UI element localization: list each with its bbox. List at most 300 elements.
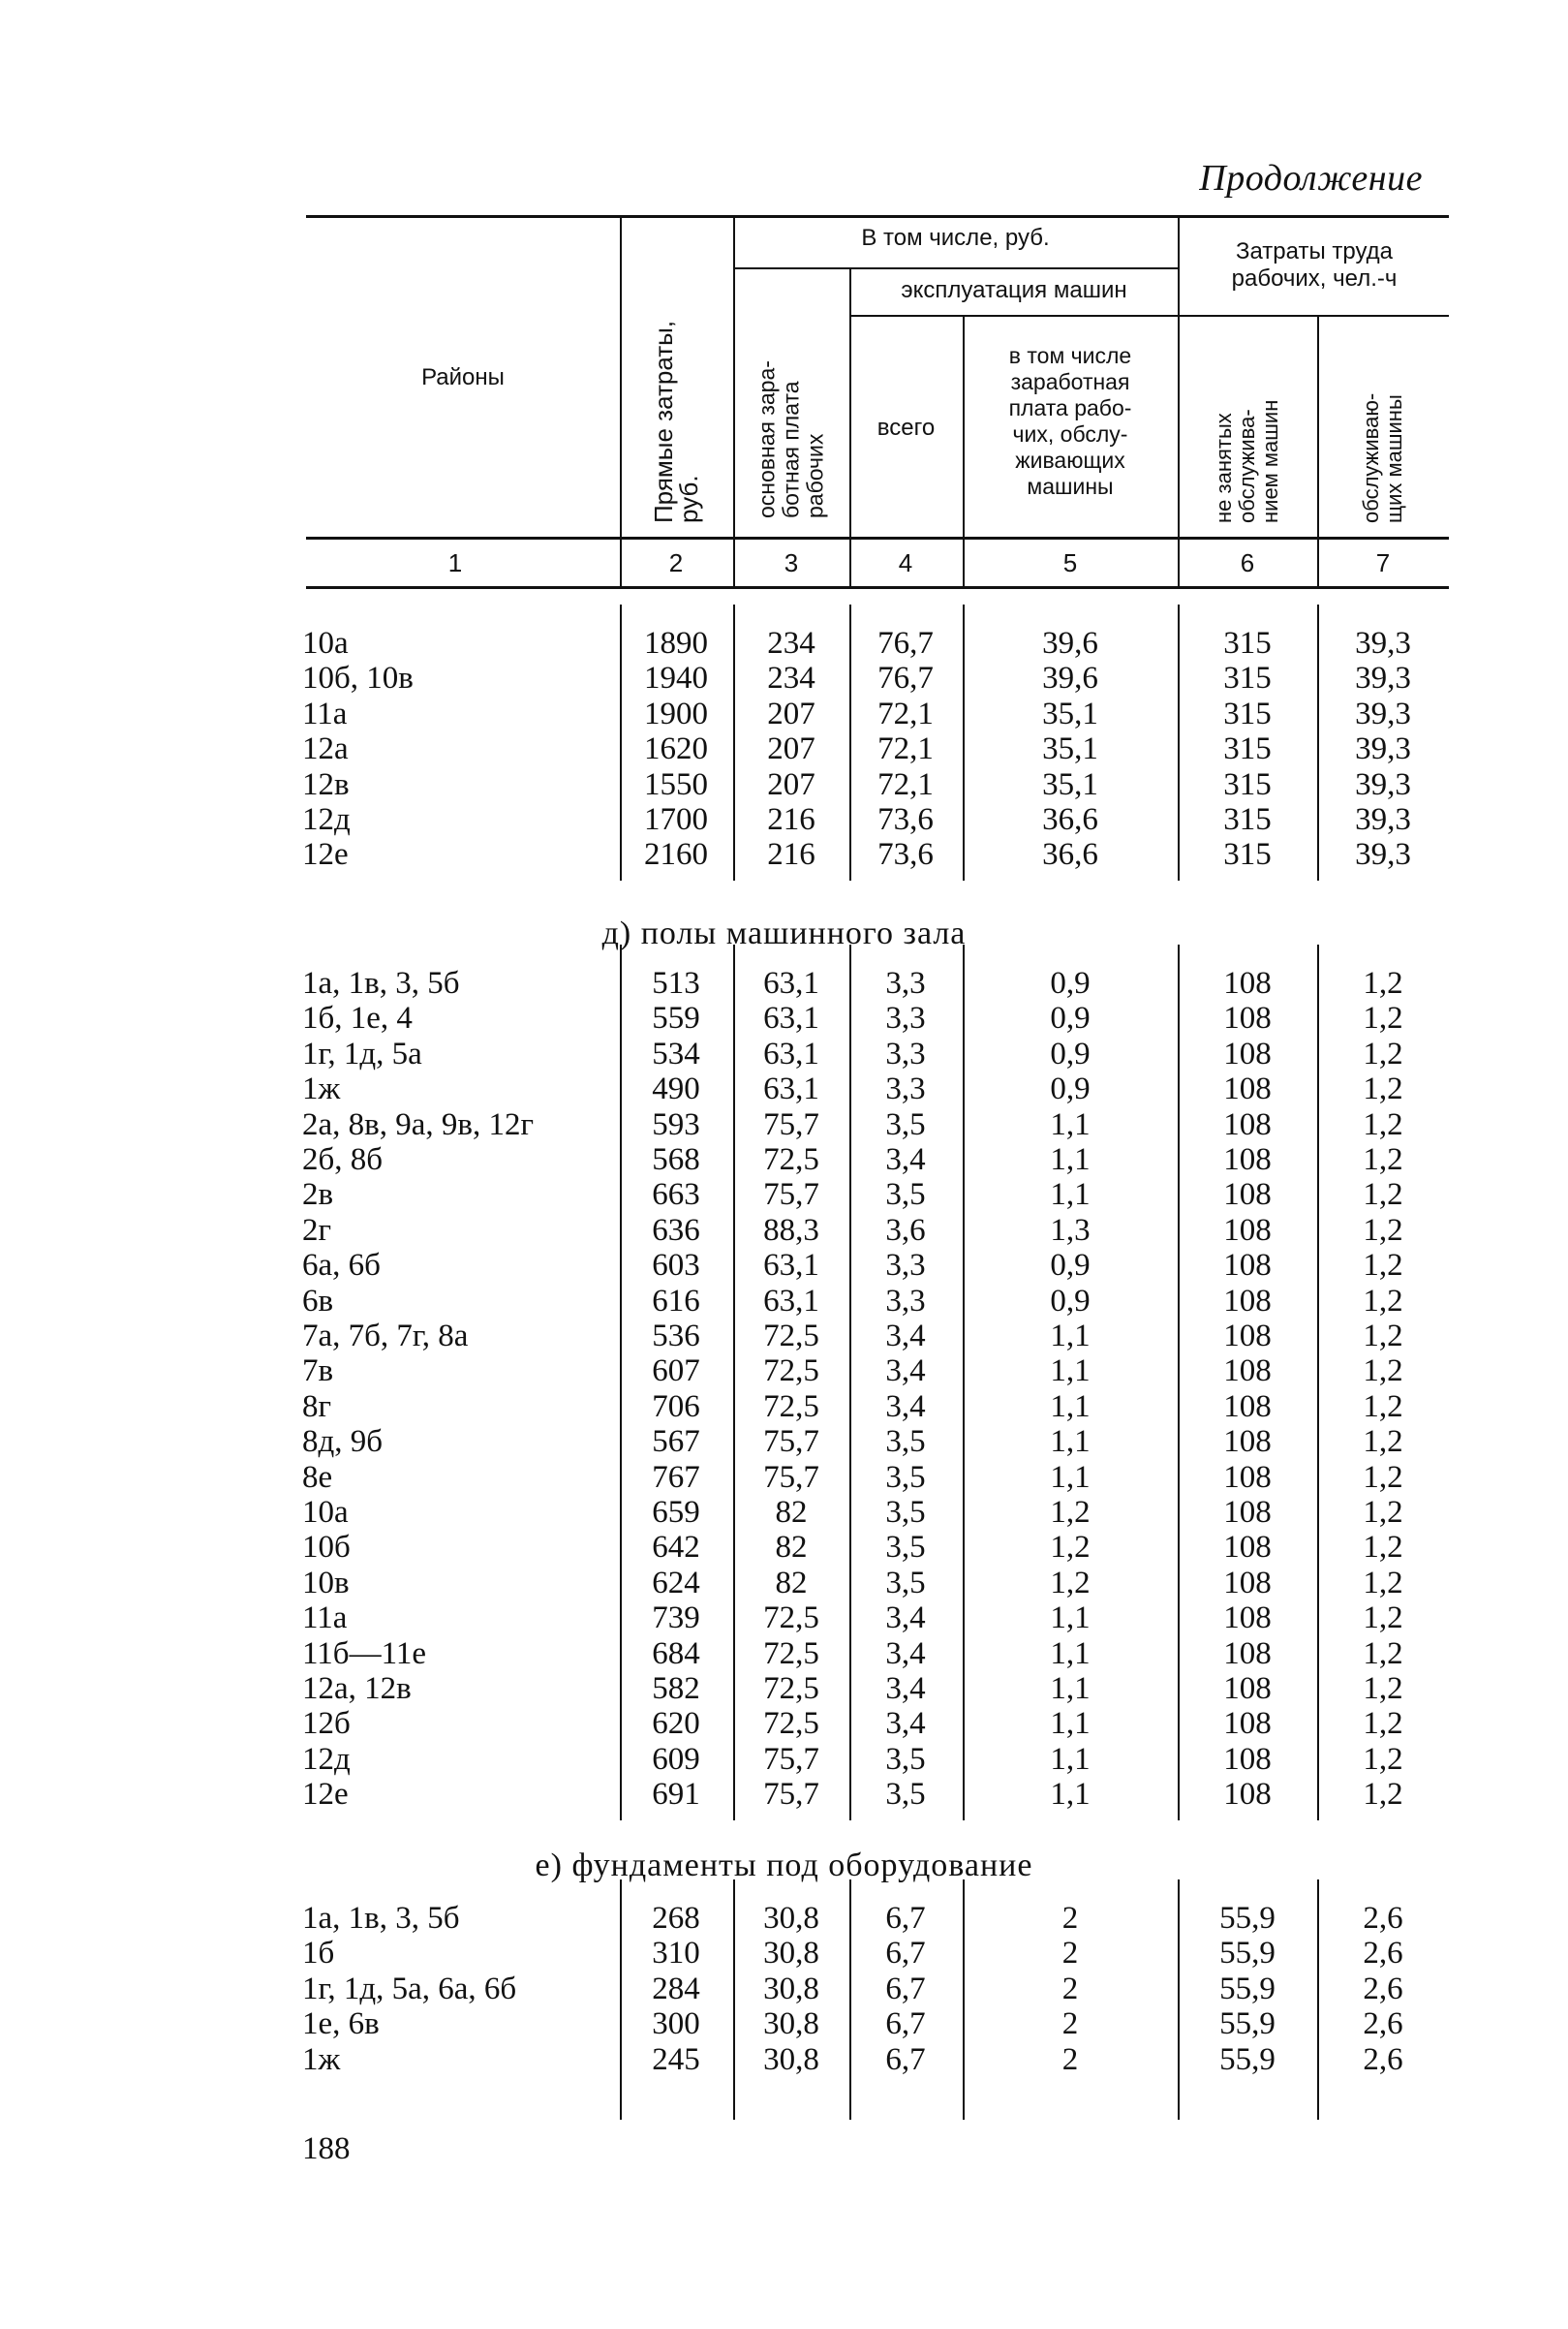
column-number: 6: [1240, 548, 1255, 577]
table-row: [0, 1177, 1568, 1212]
value-cell: 1,3: [1050, 1212, 1091, 1248]
table-row: [0, 626, 1568, 661]
value-cell: 108: [1223, 1106, 1272, 1142]
district-cell: 6в: [302, 1283, 334, 1319]
value-cell: 55,9: [1219, 2041, 1276, 2077]
value-cell: 39,3: [1355, 802, 1411, 837]
value-cell: 72,5: [763, 1142, 819, 1177]
header-osnovnaya: основная зара- ботная плата рабочих: [753, 360, 828, 518]
table-row: [0, 1936, 1568, 1971]
value-cell: 1,1: [1050, 1424, 1091, 1460]
district-cell: 12е: [302, 1777, 349, 1813]
value-cell: 1890: [644, 626, 708, 661]
value-cell: 1,2: [1050, 1565, 1091, 1600]
district-cell: 8д, 9б: [302, 1424, 384, 1460]
value-cell: 1,2: [1363, 966, 1403, 1001]
value-cell: 1,1: [1050, 1459, 1091, 1495]
value-cell: 234: [767, 626, 815, 661]
value-cell: 2: [1061, 1971, 1079, 2006]
column-number: 5: [1062, 548, 1078, 577]
value-cell: 684: [652, 1635, 700, 1671]
value-cell: 1,1: [1050, 1706, 1091, 1742]
value-cell: 3,5: [885, 1177, 926, 1213]
value-cell: 0,9: [1050, 1036, 1091, 1071]
value-cell: 75,7: [763, 1177, 819, 1213]
column-number: 2: [668, 548, 684, 577]
table-row: [0, 1319, 1568, 1353]
table-row: [0, 1495, 1568, 1530]
value-cell: 76,7: [877, 626, 934, 661]
value-cell: 1,2: [1363, 1319, 1403, 1353]
value-cell: 1,2: [1363, 1635, 1403, 1671]
value-cell: 2160: [644, 837, 708, 873]
district-cell: 10в: [302, 1565, 350, 1600]
table-row: [0, 1248, 1568, 1283]
district-cell: 2а, 8в, 9а, 9в, 12г: [302, 1106, 534, 1142]
value-cell: 2,6: [1363, 2006, 1403, 2042]
district-cell: 1б, 1е, 4: [302, 1001, 413, 1037]
value-cell: 30,8: [763, 1971, 819, 2006]
table-row: [0, 1777, 1568, 1812]
value-cell: 72,5: [763, 1319, 819, 1353]
district-cell: 12а: [302, 731, 349, 767]
value-cell: 108: [1223, 1424, 1272, 1460]
value-cell: 216: [767, 837, 815, 873]
value-cell: 739: [652, 1600, 700, 1636]
value-cell: 3,5: [885, 1459, 926, 1495]
district-cell: 12в: [302, 766, 350, 802]
value-cell: 1,2: [1050, 1530, 1091, 1566]
value-cell: 1,2: [1363, 1530, 1403, 1566]
value-cell: 1,2: [1363, 1741, 1403, 1777]
value-cell: 1,2: [1363, 1459, 1403, 1495]
value-cell: 55,9: [1219, 1901, 1276, 1936]
value-cell: 207: [767, 696, 815, 731]
value-cell: 108: [1223, 1495, 1272, 1530]
value-cell: 72,5: [763, 1600, 819, 1636]
column-number: 4: [898, 548, 913, 577]
header-vline-1: [620, 217, 622, 588]
value-cell: 82: [775, 1495, 808, 1530]
district-cell: 12б: [302, 1706, 351, 1742]
value-cell: 3,5: [885, 1424, 926, 1460]
value-cell: 55,9: [1219, 1971, 1276, 2006]
district-cell: 1г, 1д, 5а, 6а, 6б: [302, 1971, 517, 2006]
table-row: [0, 1001, 1568, 1036]
value-cell: 1700: [644, 802, 708, 837]
value-cell: 108: [1223, 1212, 1272, 1248]
value-cell: 108: [1223, 1565, 1272, 1600]
district-cell: 12е: [302, 837, 349, 873]
table-row: [0, 1142, 1568, 1177]
value-cell: 75,7: [763, 1459, 819, 1495]
value-cell: 2,6: [1363, 2041, 1403, 2077]
value-cell: 3,5: [885, 1777, 926, 1813]
district-cell: 12д: [302, 1741, 351, 1777]
value-cell: 30,8: [763, 2041, 819, 2077]
value-cell: 315: [1223, 731, 1272, 767]
value-cell: 1,2: [1363, 1142, 1403, 1177]
value-cell: 73,6: [877, 802, 934, 837]
value-cell: 108: [1223, 1001, 1272, 1037]
value-cell: 1550: [644, 766, 708, 802]
value-cell: 108: [1223, 1635, 1272, 1671]
value-cell: 1,2: [1363, 1388, 1403, 1424]
value-cell: 39,6: [1042, 626, 1098, 661]
table-row: [0, 1972, 1568, 2006]
table-row: [0, 1037, 1568, 1071]
value-cell: 315: [1223, 626, 1272, 661]
value-cell: 72,5: [763, 1706, 819, 1742]
district-cell: 1б: [302, 1936, 335, 1972]
value-cell: 1,1: [1050, 1177, 1091, 1213]
value-cell: 36,6: [1042, 837, 1098, 873]
table-row: [0, 1636, 1568, 1671]
value-cell: 1,2: [1363, 1565, 1403, 1600]
header-ekspluatatsiya: эксплуатация машин: [901, 277, 1127, 303]
value-cell: 2: [1061, 2006, 1079, 2042]
table-row: [0, 1353, 1568, 1388]
value-cell: 315: [1223, 802, 1272, 837]
district-cell: 1ж: [302, 2041, 341, 2077]
value-cell: 35,1: [1042, 696, 1098, 731]
value-cell: 72,1: [877, 766, 934, 802]
value-cell: 3,4: [885, 1706, 926, 1742]
value-cell: 82: [775, 1565, 808, 1600]
value-cell: 1,2: [1363, 1177, 1403, 1213]
value-cell: 3,5: [885, 1530, 926, 1566]
value-cell: 3,5: [885, 1741, 926, 1777]
value-cell: 706: [652, 1388, 700, 1424]
value-cell: 1,1: [1050, 1319, 1091, 1353]
header-pryamye: Прямые затраты, руб.: [649, 320, 703, 523]
table-row: [0, 1389, 1568, 1424]
district-cell: 11а: [302, 1600, 348, 1636]
rule-zatraty: [1180, 315, 1449, 317]
district-cell: 10б, 10в: [302, 661, 414, 697]
value-cell: 536: [652, 1319, 700, 1353]
value-cell: 568: [652, 1142, 700, 1177]
district-cell: 10а: [302, 626, 349, 661]
value-cell: 108: [1223, 1459, 1272, 1495]
value-cell: 2: [1061, 2041, 1079, 2077]
value-cell: 6,7: [885, 2041, 926, 2077]
value-cell: 2: [1061, 1901, 1079, 1936]
value-cell: 490: [652, 1071, 700, 1107]
table-row: [0, 802, 1568, 837]
column-number: 3: [784, 548, 799, 577]
value-cell: 0,9: [1050, 1071, 1091, 1107]
value-cell: 63,1: [763, 1283, 819, 1319]
value-cell: 3,4: [885, 1319, 926, 1353]
value-cell: 63,1: [763, 966, 819, 1001]
section-title: е) фундаменты под оборудование: [535, 1848, 1033, 1883]
value-cell: 513: [652, 966, 700, 1001]
value-cell: 75,7: [763, 1741, 819, 1777]
value-cell: 72,1: [877, 696, 934, 731]
district-cell: 12д: [302, 802, 351, 837]
value-cell: 1,1: [1050, 1106, 1091, 1142]
table-row: [0, 1213, 1568, 1248]
value-cell: 3,5: [885, 1495, 926, 1530]
header-top-rule: [306, 215, 1449, 218]
header-v-tom-chisle-zarplata: в том числе заработная плата рабо- чих, обслу- живающих машины: [1008, 343, 1132, 499]
table-row: [0, 731, 1568, 766]
district-cell: 2б, 8б: [302, 1142, 384, 1177]
value-cell: 39,3: [1355, 696, 1411, 731]
value-cell: 620: [652, 1706, 700, 1742]
value-cell: 3,4: [885, 1388, 926, 1424]
value-cell: 39,6: [1042, 661, 1098, 697]
value-cell: 691: [652, 1777, 700, 1813]
value-cell: 3,3: [885, 1036, 926, 1071]
value-cell: 315: [1223, 661, 1272, 697]
header-zatraty-truda: Затраты труда рабочих, чел.-ч: [1231, 238, 1398, 292]
value-cell: 636: [652, 1212, 700, 1248]
colnum-bottom-rule: [306, 586, 1449, 589]
table-row: [0, 966, 1568, 1001]
value-cell: 108: [1223, 1319, 1272, 1353]
column-number: 1: [447, 548, 463, 577]
district-cell: 11а: [302, 696, 348, 731]
district-cell: 6а, 6б: [302, 1248, 381, 1284]
value-cell: 3,4: [885, 1671, 926, 1706]
rule-ekspluatatsiya: [849, 315, 1179, 317]
district-cell: 8г: [302, 1388, 332, 1424]
value-cell: 63,1: [763, 1071, 819, 1107]
value-cell: 30,8: [763, 2006, 819, 2042]
header-vline-2: [733, 217, 735, 588]
value-cell: 315: [1223, 696, 1272, 731]
table-row: [0, 661, 1568, 696]
value-cell: 216: [767, 802, 815, 837]
table-row: [0, 837, 1568, 872]
value-cell: 108: [1223, 1283, 1272, 1319]
header-rayony: Районы: [421, 364, 505, 390]
value-cell: 315: [1223, 837, 1272, 873]
value-cell: 659: [652, 1495, 700, 1530]
value-cell: 108: [1223, 966, 1272, 1001]
value-cell: 1,2: [1363, 1001, 1403, 1037]
value-cell: 72,5: [763, 1353, 819, 1389]
header-ne-zanyatyh: не занятых обслужива- нием машин: [1212, 399, 1282, 523]
value-cell: 6,7: [885, 1971, 926, 2006]
district-cell: 2г: [302, 1212, 332, 1248]
value-cell: 75,7: [763, 1777, 819, 1813]
value-cell: 663: [652, 1177, 700, 1213]
header-v-tom-chisle: В том числе, руб.: [861, 225, 1050, 251]
value-cell: 642: [652, 1530, 700, 1566]
value-cell: 108: [1223, 1353, 1272, 1389]
district-cell: 7в: [302, 1353, 334, 1389]
table-row: [0, 1671, 1568, 1706]
value-cell: 1,2: [1363, 1071, 1403, 1107]
value-cell: 1,2: [1363, 1424, 1403, 1460]
value-cell: 30,8: [763, 1936, 819, 1972]
value-cell: 3,3: [885, 1071, 926, 1107]
value-cell: 1,1: [1050, 1142, 1091, 1177]
value-cell: 82: [775, 1530, 808, 1566]
value-cell: 3,3: [885, 1283, 926, 1319]
table-row: [0, 1600, 1568, 1635]
value-cell: 268: [652, 1901, 700, 1936]
value-cell: 108: [1223, 1741, 1272, 1777]
header-obsluzhivayu: обслуживаю- щих машины: [1359, 392, 1406, 523]
value-cell: 72,5: [763, 1635, 819, 1671]
value-cell: 3,5: [885, 1106, 926, 1142]
value-cell: 1,1: [1050, 1741, 1091, 1777]
value-cell: 55,9: [1219, 1936, 1276, 1972]
value-cell: 6,7: [885, 1936, 926, 1972]
value-cell: 0,9: [1050, 966, 1091, 1001]
value-cell: 300: [652, 2006, 700, 2042]
value-cell: 88,3: [763, 1212, 819, 1248]
value-cell: 35,1: [1042, 766, 1098, 802]
value-cell: 609: [652, 1741, 700, 1777]
table-row: [0, 1706, 1568, 1741]
value-cell: 284: [652, 1971, 700, 2006]
value-cell: 234: [767, 661, 815, 697]
column-number: 7: [1375, 548, 1391, 577]
value-cell: 63,1: [763, 1001, 819, 1037]
table-row: [0, 697, 1568, 731]
value-cell: 2: [1061, 1936, 1079, 1972]
value-cell: 3,6: [885, 1212, 926, 1248]
value-cell: 603: [652, 1248, 700, 1284]
value-cell: 1,1: [1050, 1671, 1091, 1706]
value-cell: 567: [652, 1424, 700, 1460]
value-cell: 6,7: [885, 2006, 926, 2042]
value-cell: 39,3: [1355, 626, 1411, 661]
value-cell: 108: [1223, 1177, 1272, 1213]
value-cell: 72,5: [763, 1671, 819, 1706]
value-cell: 3,5: [885, 1565, 926, 1600]
value-cell: 36,6: [1042, 802, 1098, 837]
district-cell: 10а: [302, 1495, 349, 1530]
table-row: [0, 767, 1568, 802]
value-cell: 3,3: [885, 1001, 926, 1037]
header-vsego: всего: [876, 415, 936, 441]
district-cell: 1а, 1в, 3, 5б: [302, 966, 460, 1001]
value-cell: 559: [652, 1001, 700, 1037]
value-cell: 1,2: [1363, 1036, 1403, 1071]
value-cell: 3,4: [885, 1142, 926, 1177]
table-row: [0, 1530, 1568, 1565]
table-row: [0, 1284, 1568, 1319]
header-vline-6: [1317, 317, 1319, 588]
value-cell: 624: [652, 1565, 700, 1600]
value-cell: 72,1: [877, 731, 934, 767]
value-cell: 0,9: [1050, 1001, 1091, 1037]
value-cell: 1,2: [1363, 1353, 1403, 1389]
value-cell: 108: [1223, 1142, 1272, 1177]
page-number: 188: [302, 2131, 351, 2166]
value-cell: 0,9: [1050, 1283, 1091, 1319]
value-cell: 1,2: [1363, 1600, 1403, 1636]
value-cell: 2,6: [1363, 1936, 1403, 1972]
header-bottom-rule: [306, 537, 1449, 540]
table-row: [0, 1071, 1568, 1106]
district-cell: 7а, 7б, 7г, 8а: [302, 1319, 469, 1353]
value-cell: 616: [652, 1283, 700, 1319]
value-cell: 3,4: [885, 1353, 926, 1389]
value-cell: 2,6: [1363, 1971, 1403, 2006]
value-cell: 1,1: [1050, 1777, 1091, 1813]
section-title: д) полы машинного зала: [601, 916, 967, 951]
value-cell: 582: [652, 1671, 700, 1706]
value-cell: 0,9: [1050, 1248, 1091, 1284]
value-cell: 108: [1223, 1530, 1272, 1566]
value-cell: 245: [652, 2041, 700, 2077]
value-cell: 607: [652, 1353, 700, 1389]
value-cell: 1,2: [1363, 1283, 1403, 1319]
value-cell: 6,7: [885, 1901, 926, 1936]
table-row: [0, 2042, 1568, 2077]
value-cell: 1,2: [1363, 1706, 1403, 1742]
value-cell: 55,9: [1219, 2006, 1276, 2042]
value-cell: 1,2: [1363, 1495, 1403, 1530]
value-cell: 1900: [644, 696, 708, 731]
value-cell: 593: [652, 1106, 700, 1142]
value-cell: 75,7: [763, 1106, 819, 1142]
value-cell: 108: [1223, 1600, 1272, 1636]
value-cell: 2,6: [1363, 1901, 1403, 1936]
value-cell: 1,1: [1050, 1635, 1091, 1671]
table-row: [0, 1566, 1568, 1600]
value-cell: 1,2: [1363, 1671, 1403, 1706]
value-cell: 1,2: [1363, 1106, 1403, 1142]
value-cell: 39,3: [1355, 731, 1411, 767]
value-cell: 3,4: [885, 1600, 926, 1636]
district-cell: 1е, 6в: [302, 2006, 380, 2042]
value-cell: 39,3: [1355, 661, 1411, 697]
district-cell: 1ж: [302, 1071, 341, 1107]
value-cell: 315: [1223, 766, 1272, 802]
value-cell: 1,1: [1050, 1388, 1091, 1424]
value-cell: 534: [652, 1036, 700, 1071]
value-cell: 39,3: [1355, 766, 1411, 802]
table-row: [0, 1107, 1568, 1142]
value-cell: 1,2: [1050, 1495, 1091, 1530]
district-cell: 2в: [302, 1177, 334, 1213]
value-cell: 72,5: [763, 1388, 819, 1424]
value-cell: 108: [1223, 1036, 1272, 1071]
value-cell: 1940: [644, 661, 708, 697]
value-cell: 1,1: [1050, 1353, 1091, 1389]
district-cell: 11б—11е: [302, 1635, 426, 1671]
district-cell: 12а, 12в: [302, 1671, 412, 1706]
table-row: [0, 2006, 1568, 2041]
district-cell: 1а, 1в, 3, 5б: [302, 1901, 460, 1936]
value-cell: 1,2: [1363, 1777, 1403, 1813]
rule-v-tom-chisle: [733, 267, 1178, 269]
district-cell: 1г, 1д, 5а: [302, 1036, 422, 1071]
continuation-label: Продолжение: [1199, 158, 1423, 199]
table-row: [0, 1460, 1568, 1495]
value-cell: 767: [652, 1459, 700, 1495]
value-cell: 207: [767, 731, 815, 767]
value-cell: 207: [767, 766, 815, 802]
value-cell: 108: [1223, 1706, 1272, 1742]
value-cell: 108: [1223, 1248, 1272, 1284]
value-cell: 1,2: [1363, 1248, 1403, 1284]
value-cell: 63,1: [763, 1248, 819, 1284]
value-cell: 108: [1223, 1388, 1272, 1424]
value-cell: 30,8: [763, 1901, 819, 1936]
value-cell: 39,3: [1355, 837, 1411, 873]
value-cell: 1,1: [1050, 1600, 1091, 1636]
district-cell: 10б: [302, 1530, 351, 1566]
